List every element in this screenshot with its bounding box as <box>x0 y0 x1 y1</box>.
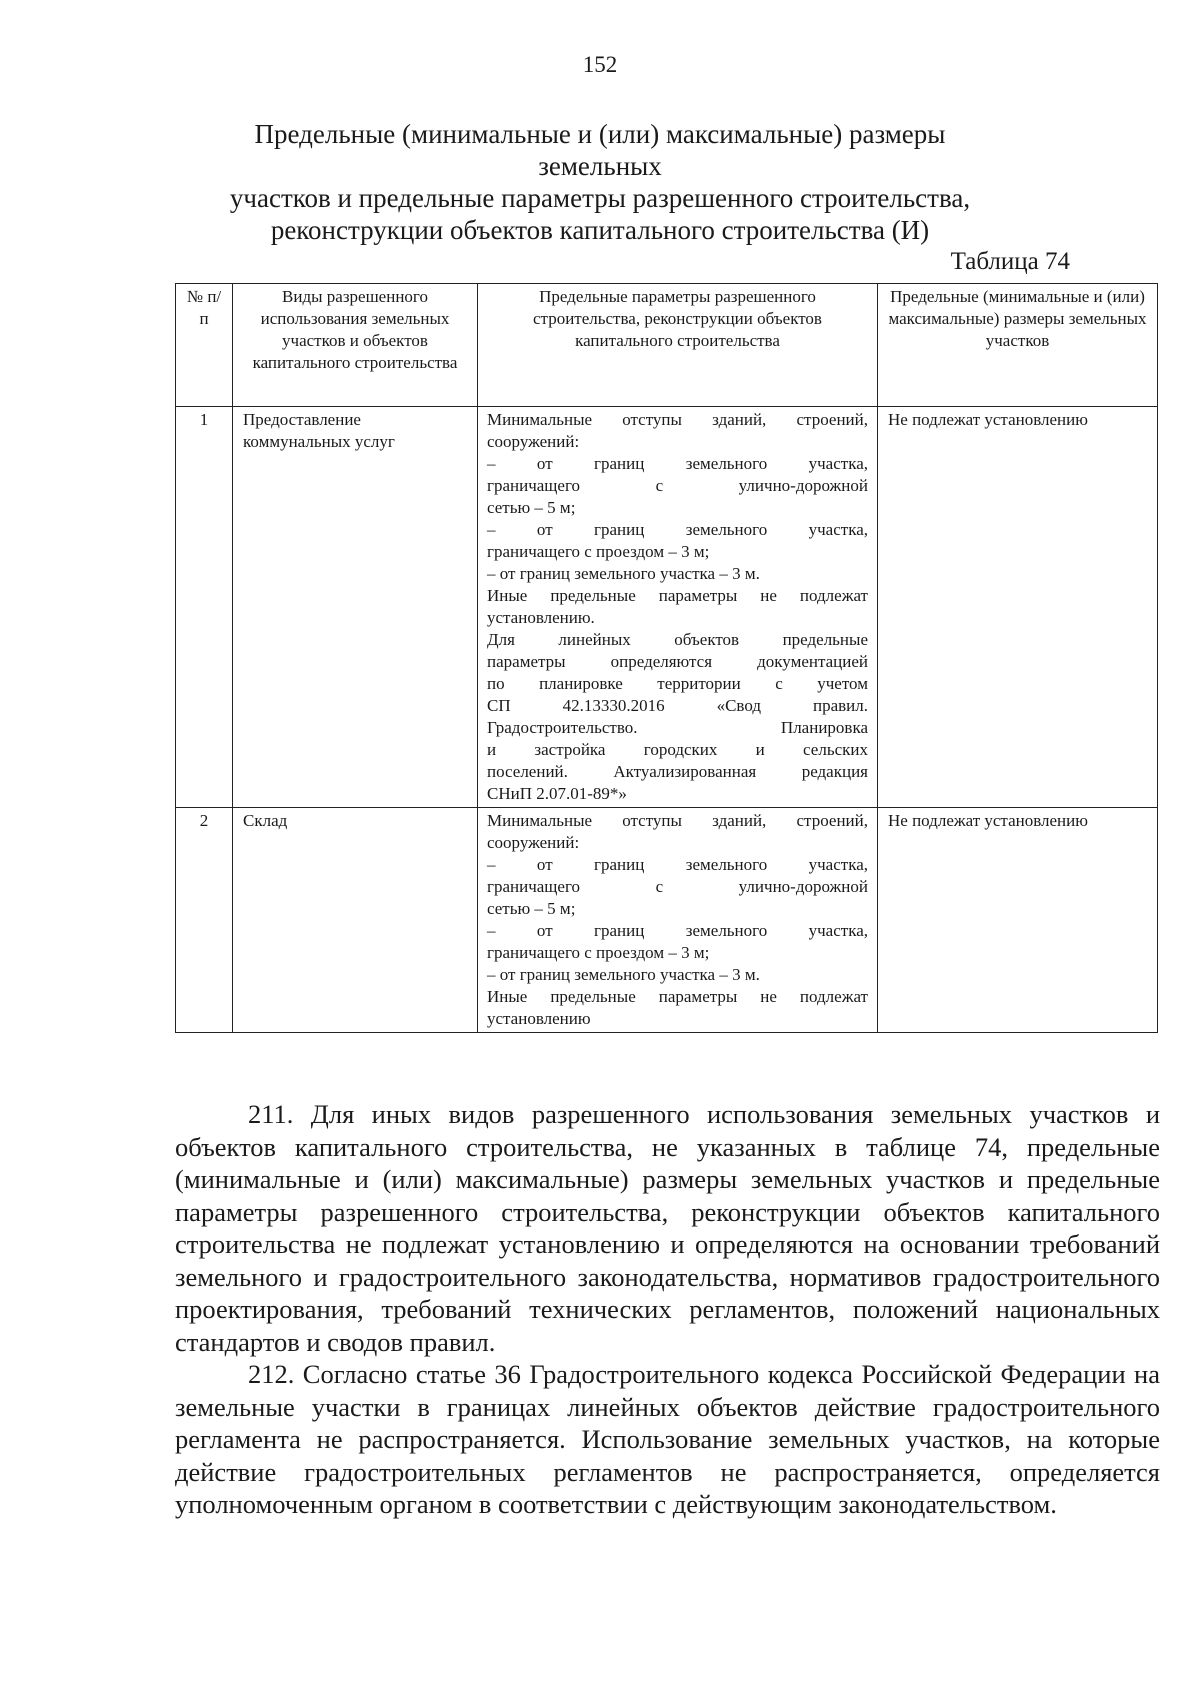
params-line: и застройка городских и сельских <box>487 740 868 759</box>
params-line: сетью – 5 м; <box>487 498 576 517</box>
params-line: сооружений: <box>487 833 580 852</box>
title-line: Предельные (минимальные и (или) максимальные) размеры земельных <box>254 119 946 181</box>
row-num: 1 <box>176 407 233 808</box>
table-row <box>176 808 1158 1033</box>
params-line: Иные предельные параметры не подлежат <box>487 987 868 1006</box>
table-row <box>176 407 1158 808</box>
params-line: граничащего с проездом – 3 м; <box>487 943 710 962</box>
params-line: граничащего с улично-дорожной <box>487 877 868 896</box>
params-line: СП 42.13330.2016 «Свод правил. <box>487 696 868 715</box>
header-params: Предельные параметры разрешенного строительства, реконструкции объектов капитального строительства <box>478 284 878 407</box>
params-line: СНиП 2.07.01-89*» <box>487 784 627 803</box>
params-line: установлению <box>487 1009 591 1028</box>
params-line: – от границ земельного участка, <box>487 520 868 539</box>
params-line: – от границ земельного участка, <box>487 454 868 473</box>
params-line: Минимальные отступы зданий, строений, <box>487 811 868 830</box>
title-line: реконструкции объектов капитального строительства (И) <box>270 215 930 245</box>
params-line: Минимальные отступы зданий, строений, <box>487 410 868 429</box>
header-use: Виды разрешенного использования земельных участков и объектов капитального строительства <box>233 284 478 407</box>
header-sizes: Предельные (минимальные и (или) максимальные) размеры земельных участков <box>878 284 1158 407</box>
params-line: граничащего с проездом – 3 м; <box>487 542 710 561</box>
paragraph-212: 212. Согласно статье 36 Градостроительного кодекса Российской Федерации на земельные участки в границах линейных объектов действие градостроительного регламента не распространяется. Использование земельных участков, на которые действие градостроительных регламентов не распространяется, определяется уполномоченным органом в соответствии с действующим законодательством. <box>175 1359 1160 1519</box>
params-line: сооружений: <box>487 432 580 451</box>
row-sizes: Не подлежат установлению <box>878 808 1158 1033</box>
row-sizes: Не подлежат установлению <box>878 407 1158 808</box>
row-use: Склад <box>233 808 478 1033</box>
params-line: параметры определяются документацией <box>487 652 868 671</box>
header-num: № п/п <box>176 284 233 407</box>
row-params <box>478 808 878 1033</box>
params-line: Иные предельные параметры не подлежат <box>487 586 868 605</box>
page-number: 152 <box>582 52 618 77</box>
row-params <box>478 407 878 808</box>
row-use: Предоставление коммунальных услуг <box>233 407 478 808</box>
params-line: установлению. <box>487 608 595 627</box>
params-line: – от границ земельного участка, <box>487 921 868 940</box>
params-line: по планировке территории с учетом <box>487 674 868 693</box>
params-line: граничащего с улично-дорожной <box>487 476 868 495</box>
row-num: 2 <box>176 808 233 1033</box>
params-line: Градостроительство. Планировка <box>487 718 868 737</box>
table-caption: Таблица 74 <box>950 248 1070 275</box>
document-title <box>200 118 1000 246</box>
table-header-row <box>176 284 1158 407</box>
params-line: – от границ земельного участка – 3 м. <box>487 564 760 583</box>
params-line: Для линейных объектов предельные <box>487 630 868 649</box>
limits-table <box>175 283 1158 1033</box>
title-line: участков и предельные параметры разрешенного строительства, <box>229 183 971 213</box>
params-line: сетью – 5 м; <box>487 899 576 918</box>
params-line: – от границ земельного участка – 3 м. <box>487 965 760 984</box>
params-line: поселений. Актуализированная редакция <box>487 762 868 781</box>
paragraph-211: 211. Для иных видов разрешенного использования земельных участков и объектов капитального строительства, не указанных в таблице 74, предельные (минимальные и (или) максимальные) размеры земельных участков и предельные параметры разрешенного строительства, реконструкции объектов капитального строительства не подлежат установлению и определяются на основании требований земельного и градостроительного законодательства, нормативов градостроительного проектирования, требований технических регламентов, положений национальных стандартов и сводов правил. <box>175 1099 1160 1357</box>
params-line: – от границ земельного участка, <box>487 855 868 874</box>
body-text <box>175 1098 1160 1521</box>
